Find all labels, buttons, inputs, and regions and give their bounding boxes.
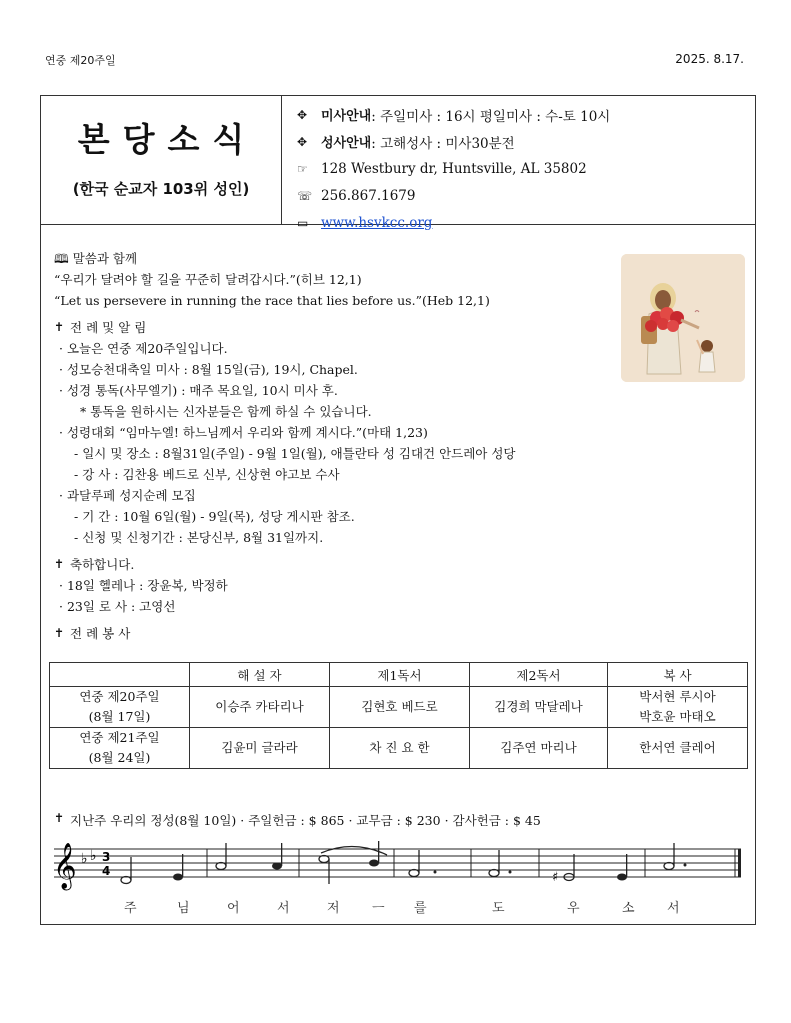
table-header-row — [50, 663, 748, 687]
cross-icon: ✥ — [297, 107, 308, 122]
phone: 256.867.1679 — [321, 187, 416, 204]
liturgy-section — [54, 317, 744, 548]
lyric: 를 — [414, 901, 427, 916]
liturgical-week: 연중 제20주일 — [45, 54, 116, 67]
treble-clef-icon: 𝄞 — [53, 843, 77, 889]
confession-label: 성사안내 — [321, 136, 372, 151]
list-item: * 통독을 원하시는 신자분들은 함께 하실 수 있습니다. — [80, 404, 372, 419]
word-heading: 말씀과 함께 — [72, 251, 138, 266]
saint-subtitle: (한국 순교자 103위 성인) — [72, 180, 250, 198]
list-item: - 신청 및 신청기간 : 본당신부, 8월 31일까지. — [74, 530, 324, 545]
list-item: - 강 사 : 김찬용 베드로 신부, 신상현 야고보 수사 — [74, 467, 340, 482]
list-item: · 성모승천대축일 미사 : 8월 15일(금), 19시, Chapel. — [59, 362, 358, 377]
service-section — [54, 623, 744, 644]
offering-label: 지난주 우리의 정성(8월 10일) — [70, 813, 237, 828]
table-row — [50, 687, 748, 728]
commentator-cell: 김윤미 글라라 — [190, 728, 330, 769]
list-item: · 과달루페 성지순례 모집 — [59, 488, 196, 503]
list-item: · 성령대회 “임마누엘! 하느님께서 우리와 함께 계시다.”(마태 1,23) — [59, 425, 428, 440]
lyric: 우 — [567, 901, 580, 916]
dagger-icon: ✝ — [54, 320, 65, 334]
reading1-cell: 김현호 베드로 — [330, 687, 470, 728]
word-heading-line — [54, 248, 744, 269]
word-section — [54, 248, 744, 311]
congrats-heading: 축하합니다. — [70, 557, 135, 572]
congrats-heading-line — [54, 554, 744, 575]
music-score — [49, 841, 749, 916]
dagger-icon: ✝ — [54, 626, 65, 640]
list-item: · 18일 헬레나 : 장윤복, 박정하 — [59, 578, 228, 593]
confession-times — [297, 128, 610, 155]
header — [41, 96, 755, 231]
confession-text: : 고해성사 : 미사30분전 — [371, 135, 515, 152]
congrats-section — [54, 554, 744, 617]
service-table — [49, 662, 748, 769]
phone-line — [297, 182, 610, 209]
column-header: 제2독서 — [470, 663, 608, 687]
word-english: “Let us persevere in running the race that lies before us.”(Heb 12,1) — [54, 293, 490, 308]
mass-label: 미사안내 — [321, 109, 372, 124]
service-heading: 전례봉사 — [70, 626, 135, 641]
pointing-hand-icon: ☞ — [297, 161, 308, 176]
telephone-icon: ☏ — [297, 188, 313, 203]
word-korean: “우리가 달려야 할 길을 꾸준히 달려갑시다.”(히브 12,1) — [54, 272, 362, 287]
flat-icon: ♭ — [90, 848, 97, 864]
lyric: 저 — [327, 901, 340, 916]
offering-line — [54, 811, 541, 829]
issue-date: 2025. 8.17. — [675, 52, 744, 66]
liturgy-heading: 전례및알림 — [70, 320, 151, 335]
server-cell: 한서연 클레어 — [608, 728, 748, 769]
lyric: ㅡ — [372, 901, 385, 916]
liturgy-heading-line — [54, 317, 744, 338]
website-line — [297, 209, 610, 236]
svg-text:3: 3 — [102, 850, 111, 864]
address: 128 Westbury dr, Huntsville, AL 35802 — [321, 160, 587, 177]
list-item: · 성경 통독(사무엘기) : 매주 목요일, 10시 미사 후. — [59, 383, 338, 398]
lyric: 서 — [277, 901, 290, 916]
thanks-offering: · 감사헌금 : $ 45 — [444, 813, 541, 828]
mass-times — [297, 101, 610, 128]
service-heading-line — [54, 623, 744, 644]
reading1-cell: 차 진 요 한 — [330, 728, 470, 769]
server-cell: 박서현 루시아 박호윤 마태오 — [608, 687, 748, 728]
column-header — [50, 663, 190, 687]
lyric: 어 — [227, 901, 240, 916]
list-item: - 기 간 : 10월 6일(월) - 9일(목), 성당 게시판 참조. — [74, 509, 355, 524]
lyric: 도 — [492, 901, 505, 916]
diocese-offering: · 교무금 : $ 230 — [348, 813, 441, 828]
column-header: 복 사 — [608, 663, 748, 687]
lyric: 소 — [622, 901, 635, 916]
parish-info — [297, 101, 610, 236]
svg-text:4: 4 — [102, 864, 111, 878]
flat-icon: ♭ — [81, 851, 88, 867]
reading2-cell: 김주연 마리나 — [470, 728, 608, 769]
computer-icon: ▭ — [297, 215, 309, 230]
music-staff — [49, 841, 749, 916]
cross-icon: ✥ — [297, 134, 308, 149]
sharp-icon: ♯ — [552, 870, 559, 885]
week-cell: 연중 제20주일 (8월 17일) — [50, 687, 190, 728]
column-header: 해 설 자 — [190, 663, 330, 687]
lyric: 서 — [667, 901, 680, 916]
website-link[interactable]: www.hsvkcc.org — [321, 214, 433, 231]
dagger-icon: ✝ — [54, 557, 65, 571]
lyric: 님 — [177, 901, 190, 916]
mass-text: : 주일미사 : 16시 평일미사 : 수-토 10시 — [371, 108, 611, 125]
title-box — [41, 96, 282, 224]
list-item: - 일시 및 장소 : 8월31일(주일) - 9월 1일(월), 애틀란타 성 김대건 안드레아 성당 — [74, 446, 516, 461]
book-icon: 🕮 — [54, 251, 69, 266]
commentator-cell: 이승주 카타리나 — [190, 687, 330, 728]
bulletin-body — [54, 248, 744, 644]
dagger-icon: ✝ — [54, 811, 65, 825]
column-header: 제1독서 — [330, 663, 470, 687]
list-item: · 23일 로 사 : 고영선 — [59, 599, 176, 614]
reading2-cell: 김경희 막달레나 — [470, 687, 608, 728]
address-line — [297, 155, 610, 182]
bulletin-frame — [40, 95, 756, 925]
lyric: 주 — [124, 901, 137, 916]
sunday-offering: · 주일헌금 : $ 865 — [240, 813, 345, 828]
page-title: 본당소식 — [77, 120, 258, 159]
week-cell: 연중 제21주일 (8월 24일) — [50, 728, 190, 769]
table-row — [50, 728, 748, 769]
list-item: · 오늘은 연중 제20주일입니다. — [59, 341, 228, 356]
